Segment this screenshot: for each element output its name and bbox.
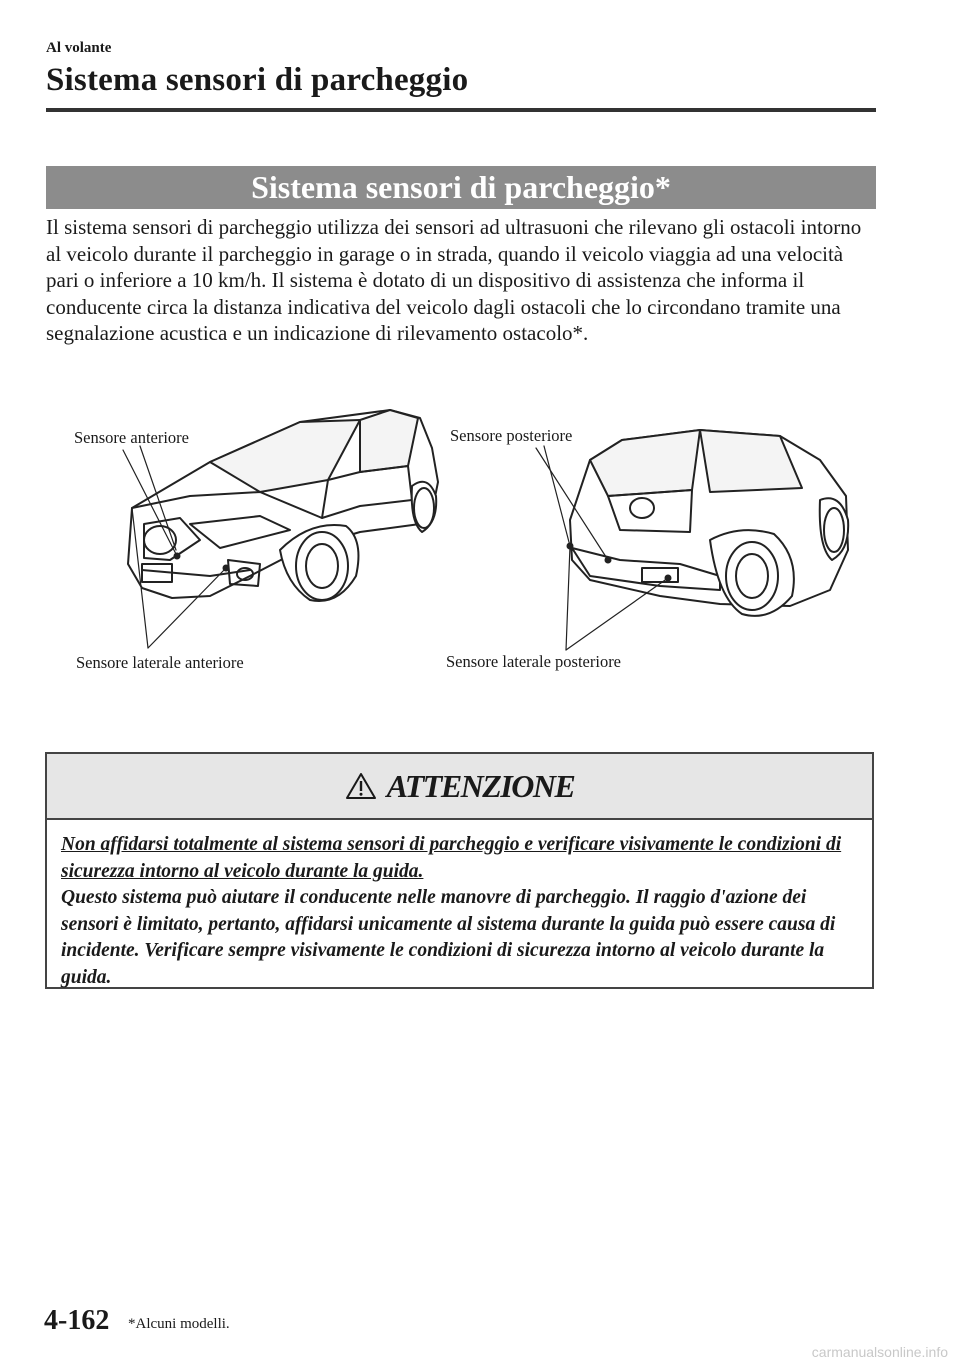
section-banner: Sistema sensori di parcheggio* [46,166,876,209]
warning-text: Questo sistema può aiutare il conducente nelle manovre di parcheggio. Il raggio d'azione dei sensori è limitato, pertanto, affidarsi unicamente al sistema durante la guida può essere causa di incidente. Verificare sempre visivamente le condizioni di sicurezza intorno al veicolo durante la guida. [61,887,836,988]
parking-sensor-figure [60,400,860,700]
warning-body [47,820,872,991]
label-front-sensor: Sensore anteriore [74,428,189,447]
warning-triangle-icon [345,772,377,800]
intro-paragraph: Il sistema sensori di parcheggio utilizza dei sensori ad ultrasuoni che rilevano gli ostacoli intorno al veicolo durante il parcheggio in garage o in strada, quando il veicolo viaggia ad una velocità pari o inferiore a 10 km/h. Il sistema è dotato di un dispositivo di assistenza che informa il conducente circa la distanza indicativa del veicolo dagli ostacoli che lo circondano tramite una segnalazione acustica e un indicazione di rilevamento ostacolo*. [46,215,862,345]
footnote: *Alcuni modelli. [128,1316,230,1332]
warning-title: ATTENZIONE [386,767,575,804]
warning-header [47,754,872,820]
watermark: carmanualsonline.info [811,1344,948,1360]
label-rear-sensor: Sensore posteriore [450,426,573,445]
label-rear-side-sensor: Sensore laterale posteriore [446,652,622,671]
section-kicker: Al volante [46,40,112,56]
warning-box [45,752,874,989]
page-title: Sistema sensori di parcheggio [46,62,469,98]
page-number: 4-162 [44,1305,110,1336]
warning-emphasis: Non affidarsi totalmente al sistema sensori di parcheggio e verificare visivamente le condizioni di sicurezza intorno al veicolo durante la guida. [61,834,842,882]
label-front-side-sensor: Sensore laterale anteriore [76,653,244,672]
title-divider [46,108,876,112]
